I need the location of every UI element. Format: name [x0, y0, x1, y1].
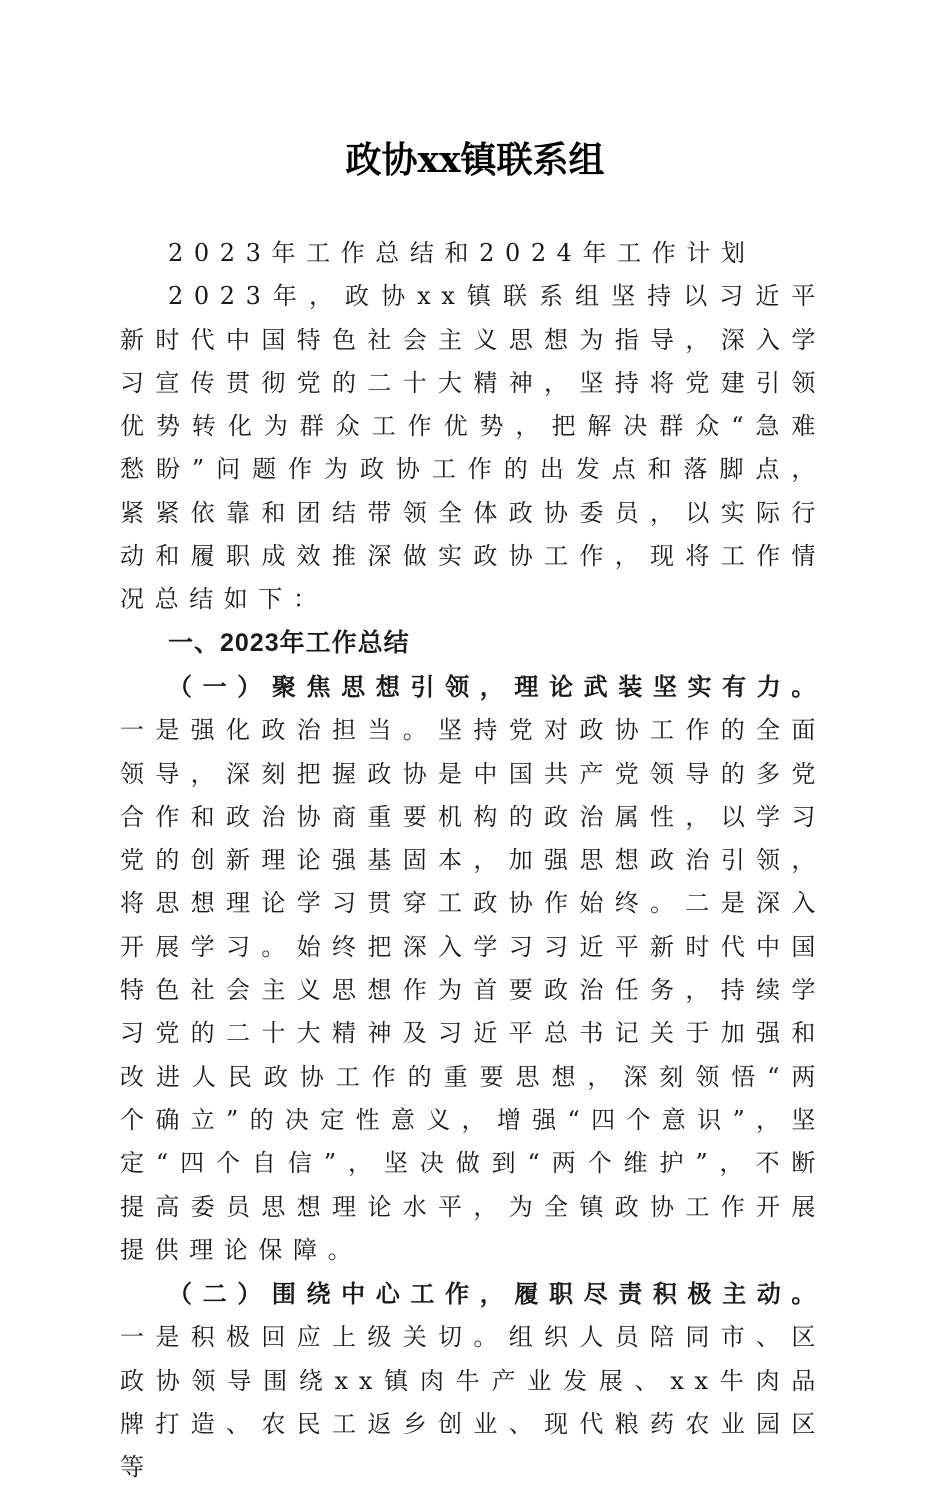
- subsection-text-1: 一是强化政治担当。坚持党对政协工作的全面领导，深刻把握政协是中国共产党领导的多党合作和政治协商重要机构的政治属性，以学习党的创新理论强基固本，加强思想政治引领，将思想理论学习贯穿工政协作始终。二是深入开展学习。始终把深入学习习近平新时代中国特色社会主义思想作为首要政治任务，持续学习党的二十大精神及习近平总书记关于加强和改进人民政协工作的重要思想，深刻领悟“两个确立”的决定性意义，增强“四个意识”，坚定“四个自信”，坚决做到“两个维护”，不断提高委员思想理论水平，为全镇政协工作开展提供理论保障。: [120, 716, 826, 1264]
- intro-paragraph: 2023年，政协xx镇联系组坚持以习近平新时代中国特色社会主义思想为指导，深入学习宣传贯彻党的二十大精神，坚持将党建引领优势转化为群众工作优势，把解决群众“急难愁盼”问题作为政协工作的出发点和落脚点，紧紧依靠和团结带领全体政协委员，以实际行动和履职成效推深做实政协工作，现将工作情况总结如下：: [120, 282, 826, 614]
- subsection-paragraph-2: [120, 1272, 826, 1489]
- document-subtitle: 2023年工作总结和2024年工作计划: [168, 239, 756, 267]
- document-title: 政协xx镇联系组: [345, 139, 605, 181]
- document-body: [120, 232, 826, 1490]
- subsection-heading-1: （一）聚焦思想引领，理论武装坚实有力。: [168, 671, 826, 701]
- subsection-heading-2: （二）围绕中心工作，履职尽责积极主动。: [168, 1279, 826, 1309]
- subsection-paragraph-1: [120, 665, 826, 1272]
- subsection-text-2: 一是积极回应上级关切。组织人员陪同市、区政协领导围绕xx镇肉牛产业发展、xx牛肉品牌打造、农民工返乡创业、现代粮药农业园区等: [120, 1323, 826, 1482]
- section-heading-summary-2023: 一、2023年工作总结: [168, 628, 410, 657]
